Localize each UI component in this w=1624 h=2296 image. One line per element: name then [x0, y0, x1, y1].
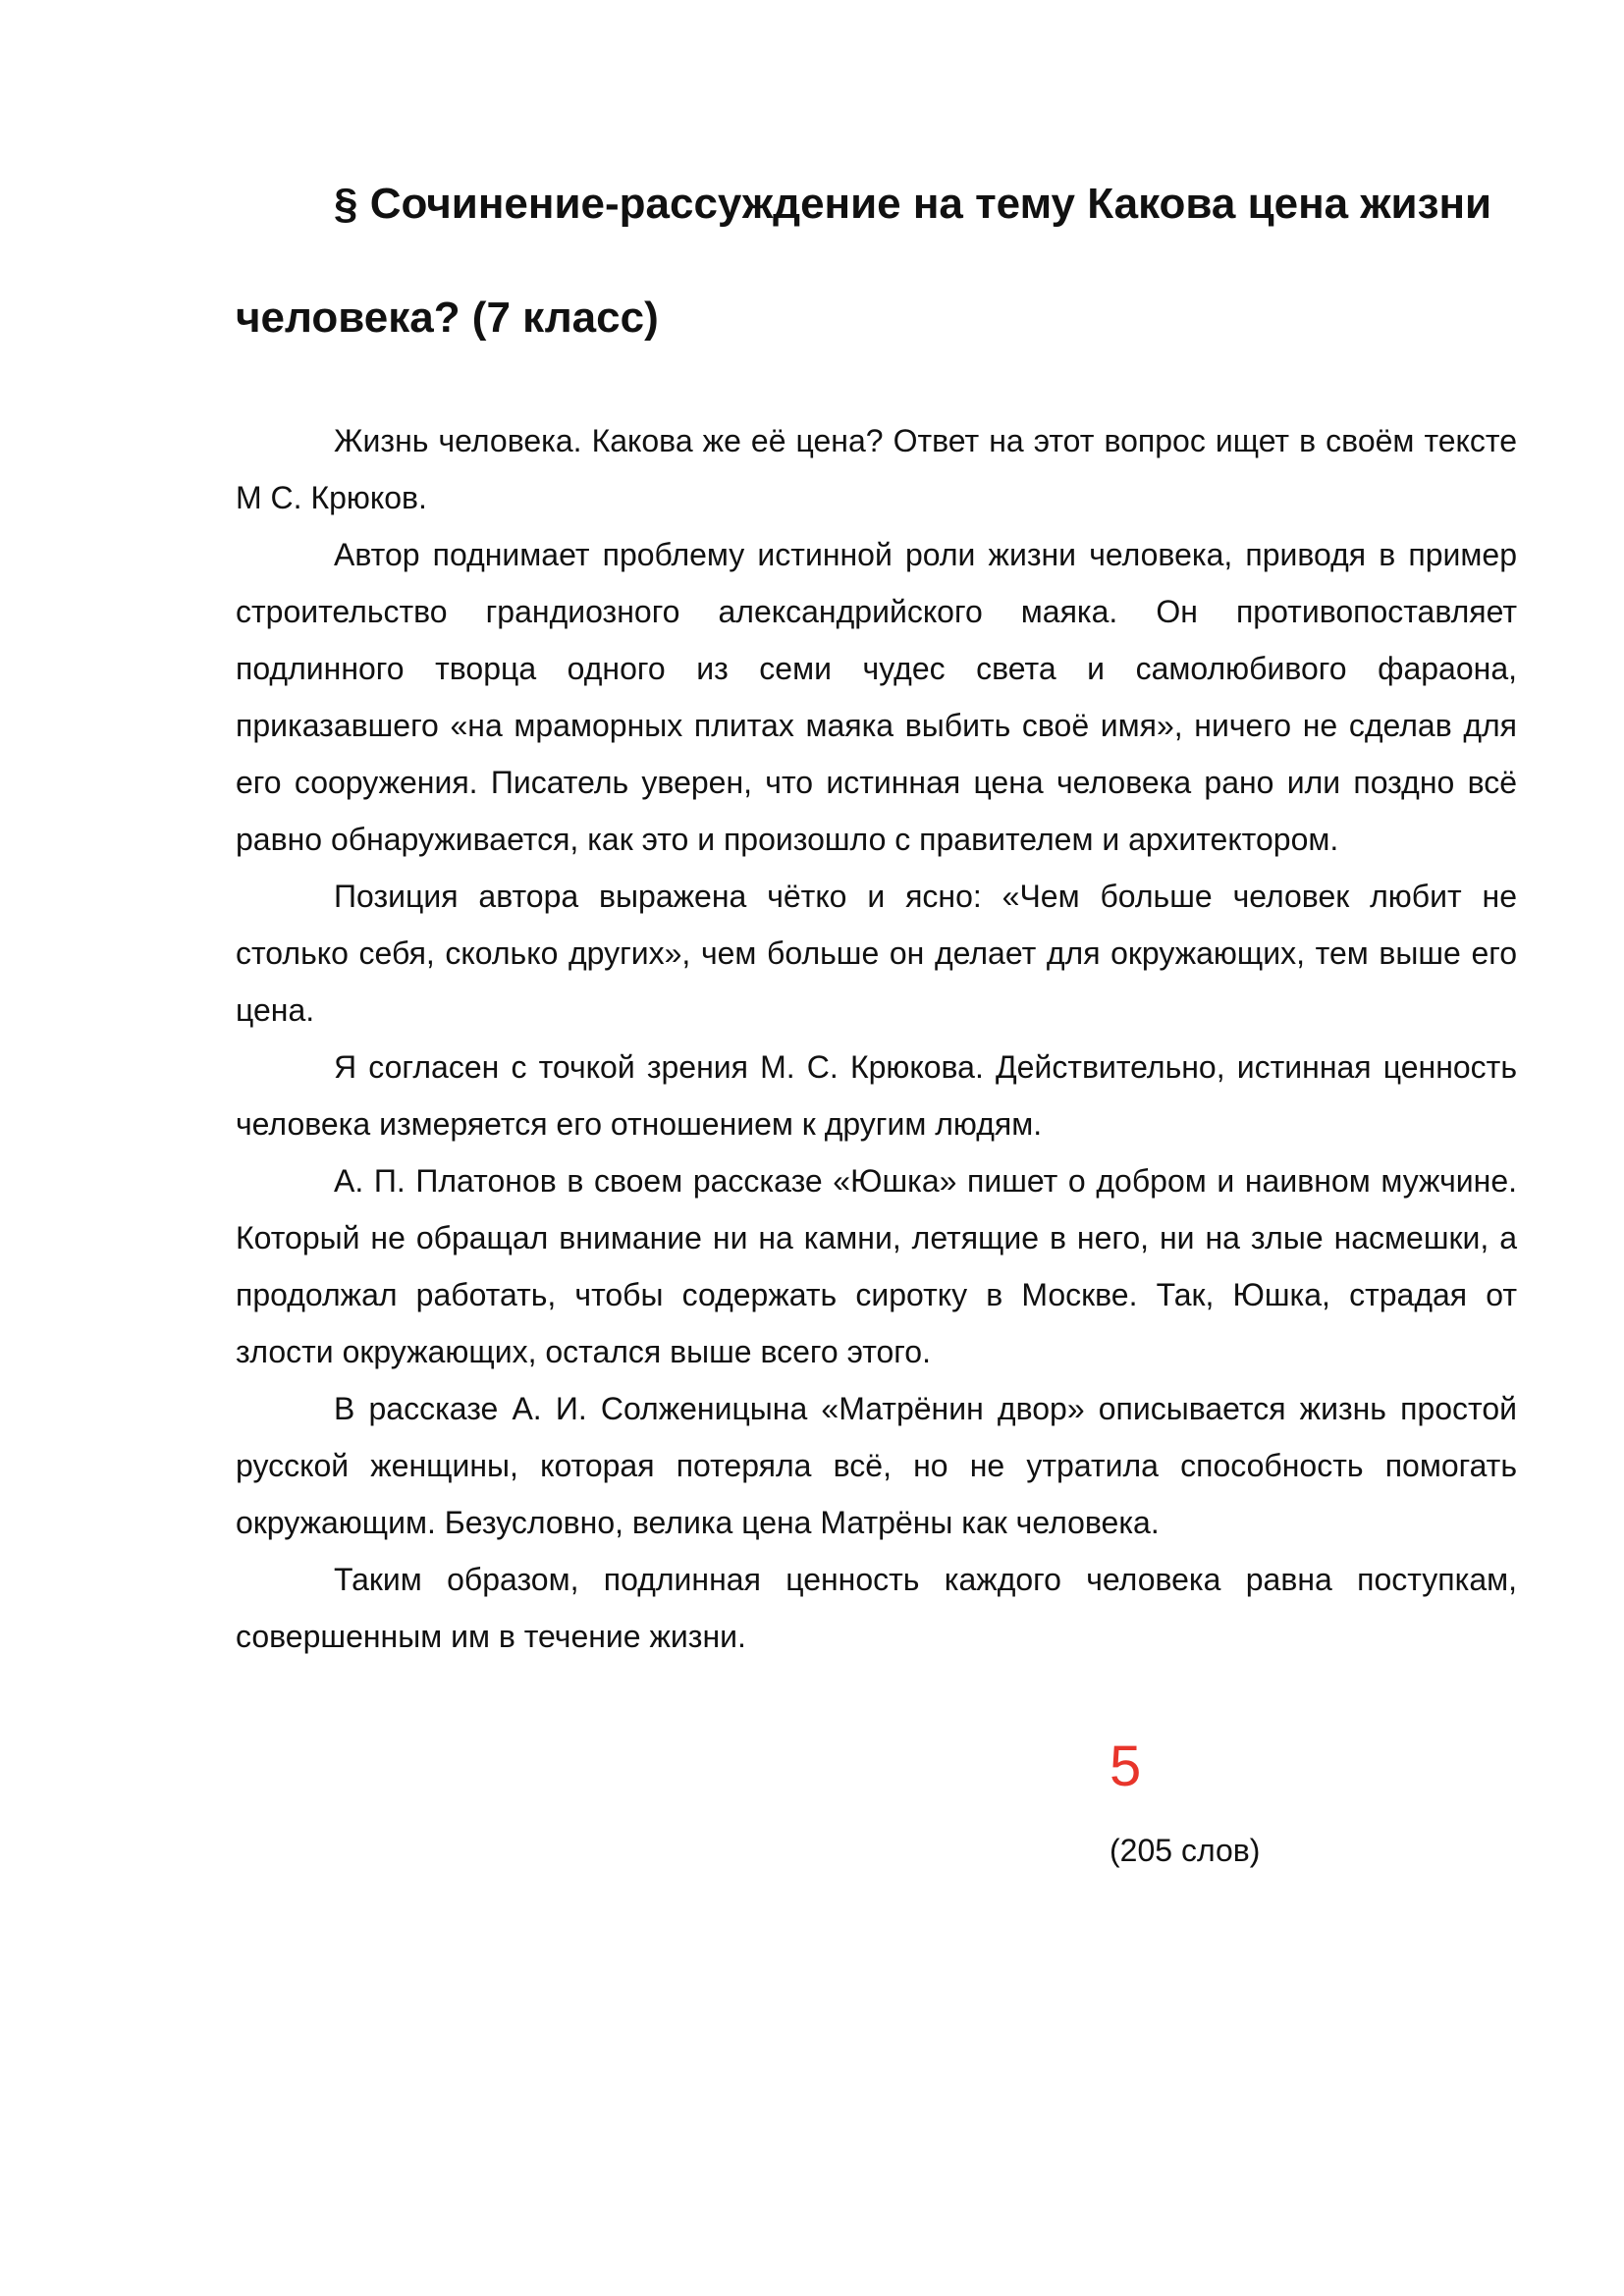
essay-page: [236, 147, 1517, 1665]
paragraph-3: Позиция автора выражена чётко и ясно: «Чем больше человек любит не столько себя, сколько других», чем больше он делает для окружающих, тем выше его цена.: [236, 879, 1517, 1028]
word-count: (205 слов): [1110, 1833, 1261, 1868]
paragraph-6: В рассказе А. И. Солженицына «Матрёнин двор» описывается жизнь простой русской женщины, которая потеряла всё, но не утратила способность помогать окружающим. Безусловно, велика цена Матрёны как человека.: [236, 1391, 1517, 1540]
paragraph-4: Я согласен с точкой зрения М. С. Крюкова. Действительно, истинная ценность человека измеряется его отношением к другим людям.: [236, 1049, 1517, 1142]
essay-title: § Сочинение-рассуждение на тему Какова цена жизни человека? (7 класс): [236, 180, 1492, 342]
paragraph-7: Таким образом, подлинная ценность каждого человека равна поступкам, совершенным им в течение жизни.: [236, 1562, 1517, 1654]
paragraph-5: А. П. Платонов в своем рассказе «Юшка» пишет о добром и наивном мужчине. Который не обращал внимание ни на камни, летящие в него, ни на злые насмешки, а продолжал работать, чтобы содержать сиротку в Москве. Так, Юшка, страдая от злости окружающих, остался выше всего этого.: [236, 1163, 1517, 1369]
essay-body: [236, 412, 1517, 1665]
paragraph-1: Жизнь человека. Какова же её цена? Ответ на этот вопрос ищет в своём тексте М С. Крюков.: [236, 423, 1517, 515]
paragraph-2: Автор поднимает проблему истинной роли жизни человека, приводя в пример строительство грандиозного александрийского маяка. Он противопоставляет подлинного творца одного из семи чудес света и самолюбивого фараона, приказавшего «на мраморных плитах маяка выбить своё имя», ничего не сделав для его сооружения. Писатель уверен, что истинная цена человека рано или поздно всё равно обнаруживается, как это и произошло с правителем и архитектором.: [236, 537, 1517, 857]
grade-mark: 5: [1110, 1735, 1142, 1798]
